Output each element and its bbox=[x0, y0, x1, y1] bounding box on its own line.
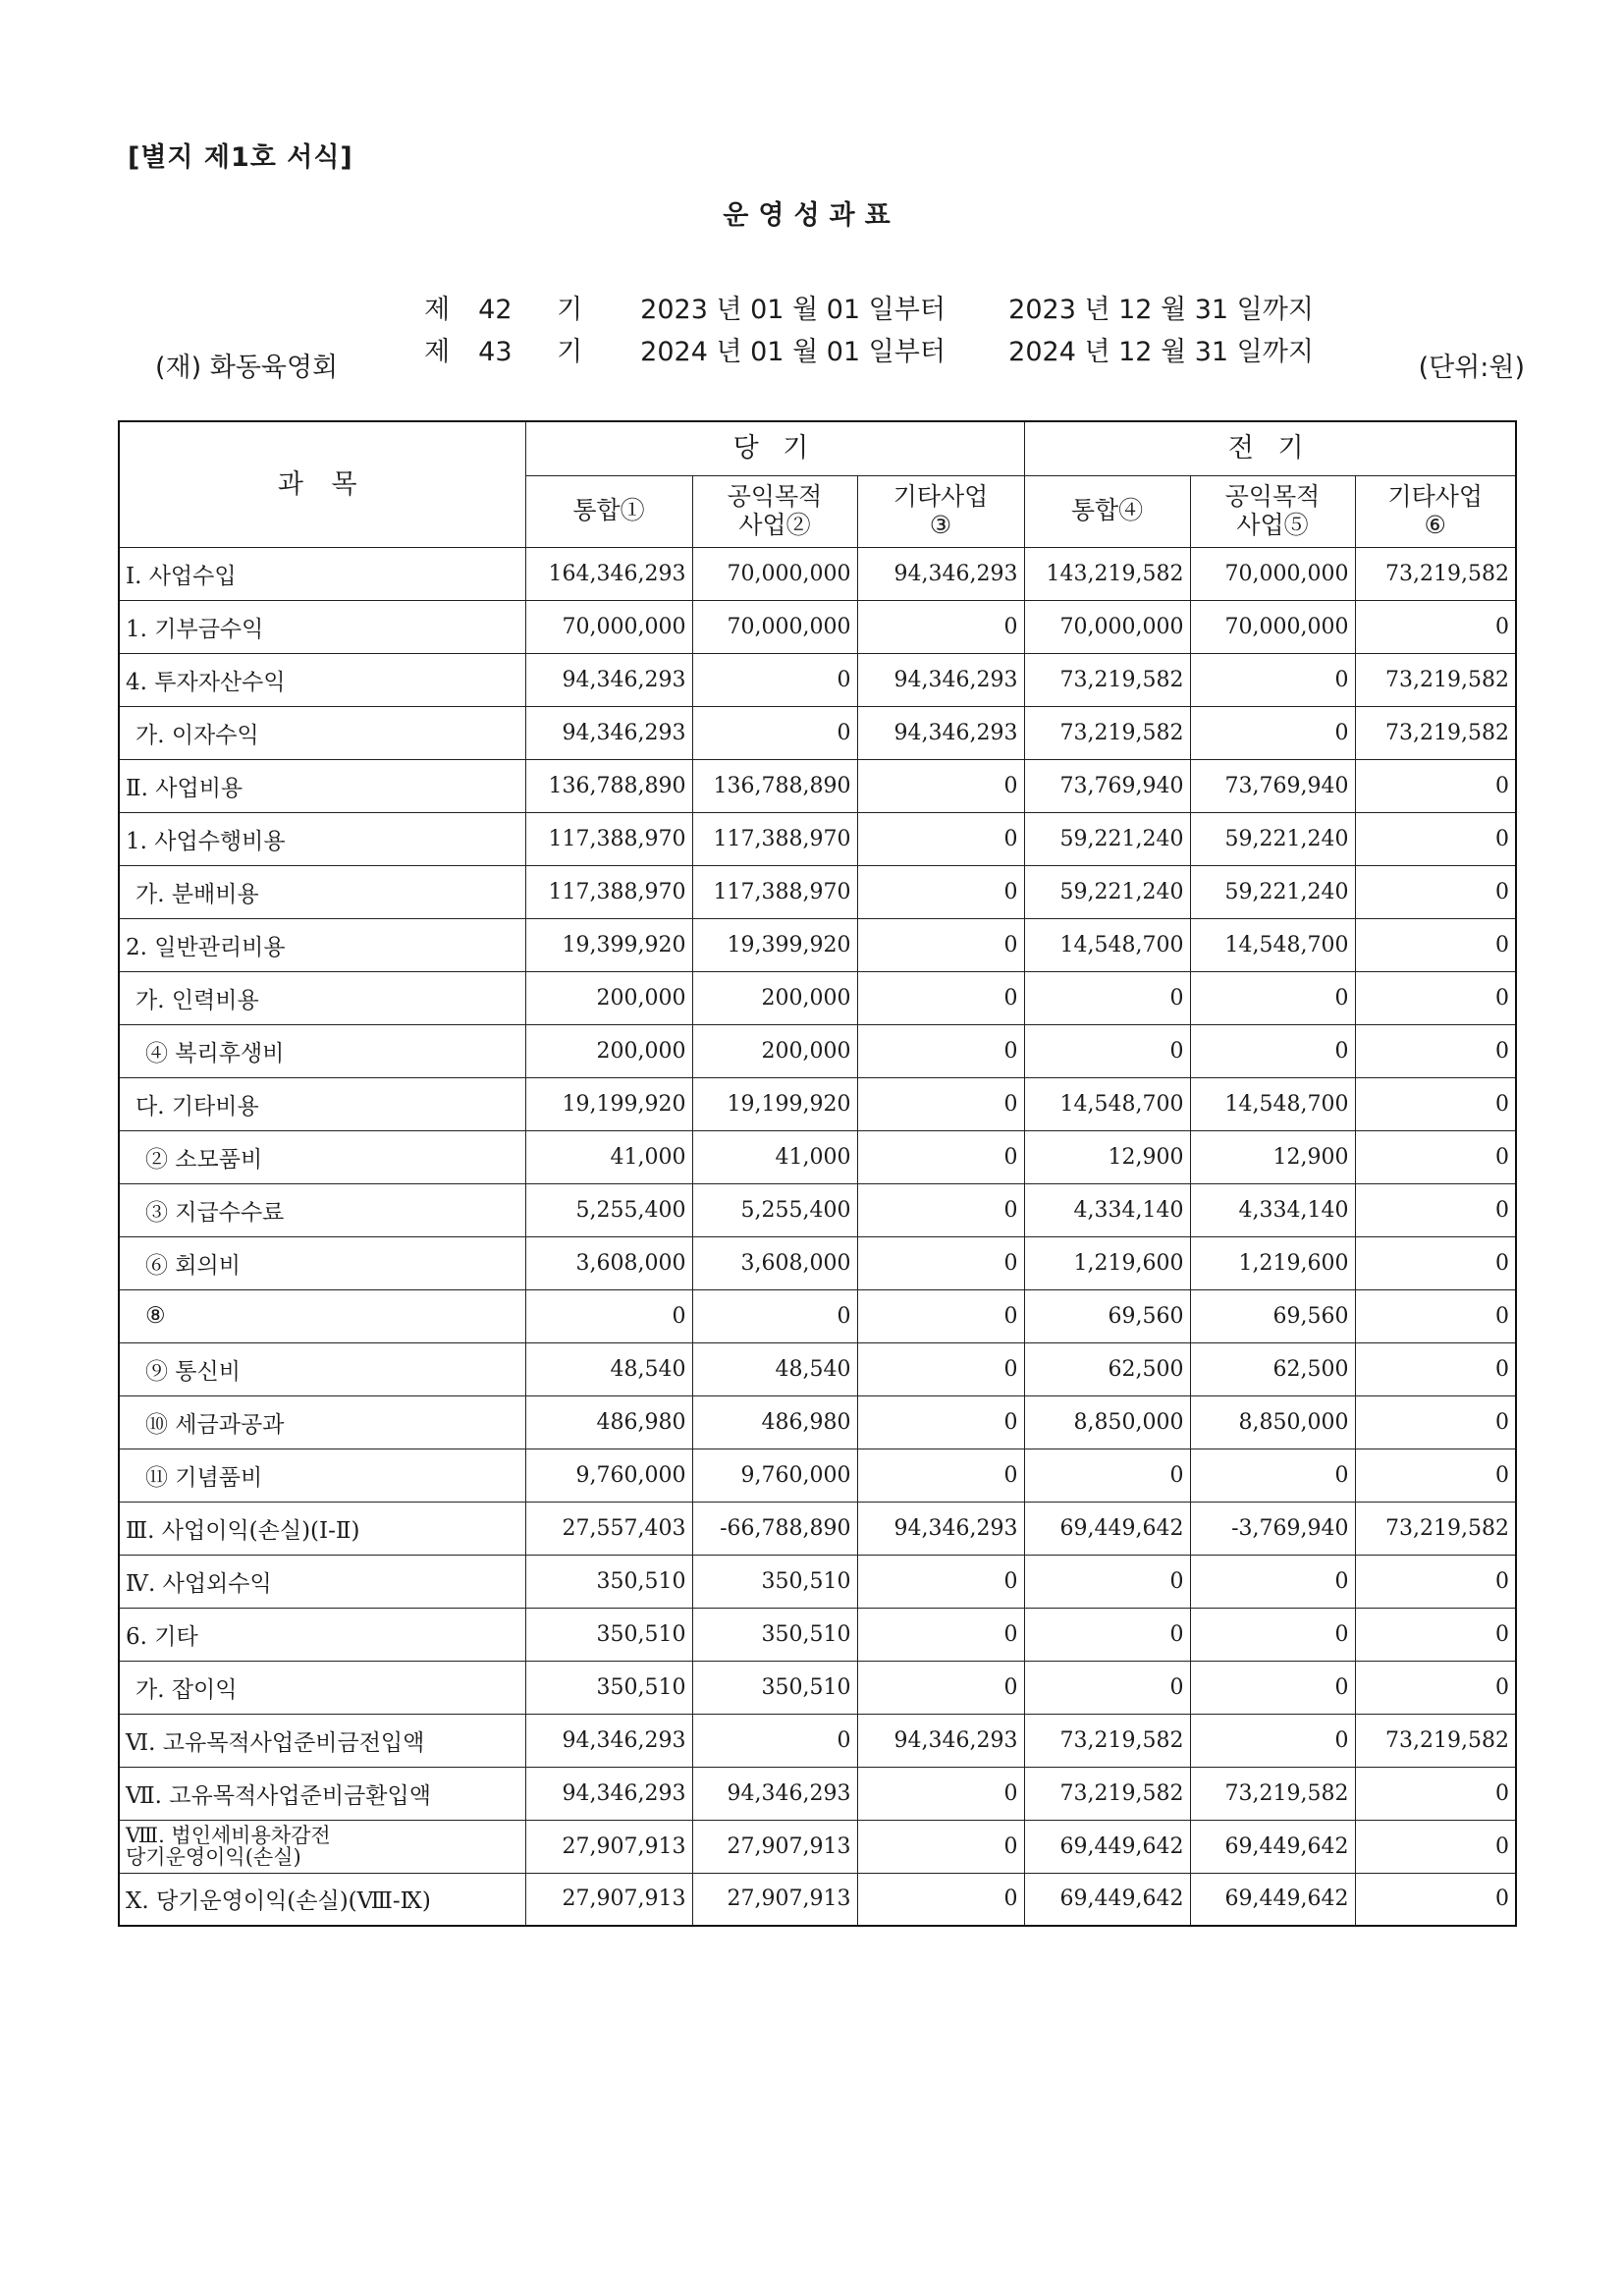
row-value: 0 bbox=[1190, 1555, 1355, 1608]
row-value: 69,449,642 bbox=[1190, 1873, 1355, 1926]
row-value: 70,000,000 bbox=[692, 547, 857, 600]
header-row-groups bbox=[119, 421, 1516, 475]
row-value: 70,000,000 bbox=[1190, 600, 1355, 653]
row-value: 0 bbox=[1355, 971, 1516, 1024]
row-subject: 6. 기타 bbox=[119, 1608, 525, 1661]
row-subject: 가. 인력비용 bbox=[119, 971, 525, 1024]
row-value: 73,219,582 bbox=[1024, 1714, 1190, 1767]
row-value: 73,219,582 bbox=[1355, 706, 1516, 759]
row-value: 0 bbox=[1355, 759, 1516, 812]
row-subject: ⑪ 기념품비 bbox=[119, 1449, 525, 1502]
row-value: 0 bbox=[692, 653, 857, 706]
row-value: 0 bbox=[857, 1342, 1024, 1395]
row-value: 70,000,000 bbox=[692, 600, 857, 653]
row-value: 94,346,293 bbox=[525, 1767, 692, 1820]
row-value: 94,346,293 bbox=[857, 1502, 1024, 1555]
table-row bbox=[119, 971, 1516, 1024]
row-value: -3,769,940 bbox=[1190, 1502, 1355, 1555]
row-value: 70,000,000 bbox=[525, 600, 692, 653]
row-value: 59,221,240 bbox=[1190, 865, 1355, 918]
period-from: 2024 년 01 월 01 일부터 bbox=[640, 337, 946, 367]
column-header: 기타사업 ③ bbox=[857, 475, 1024, 547]
row-value: 0 bbox=[1190, 1024, 1355, 1077]
row-value: 0 bbox=[1190, 706, 1355, 759]
table-row bbox=[119, 1608, 1516, 1661]
table-row bbox=[119, 812, 1516, 865]
row-subject: 2. 일반관리비용 bbox=[119, 918, 525, 971]
row-value: 14,548,700 bbox=[1190, 918, 1355, 971]
period-number: 42 bbox=[478, 295, 513, 325]
row-value: 27,907,913 bbox=[692, 1873, 857, 1926]
row-value: 200,000 bbox=[692, 1024, 857, 1077]
row-value: 0 bbox=[1355, 1449, 1516, 1502]
row-value: 143,219,582 bbox=[1024, 547, 1190, 600]
row-subject: ⑩ 세금과공과 bbox=[119, 1395, 525, 1449]
row-value: 0 bbox=[1024, 1555, 1190, 1608]
row-value: 117,388,970 bbox=[692, 865, 857, 918]
row-value: 0 bbox=[1355, 1555, 1516, 1608]
row-value: 27,907,913 bbox=[525, 1820, 692, 1873]
row-value: 0 bbox=[1024, 1608, 1190, 1661]
row-value: 0 bbox=[857, 1130, 1024, 1183]
row-value: 73,219,582 bbox=[1355, 1502, 1516, 1555]
row-subject: 다. 기타비용 bbox=[119, 1077, 525, 1130]
table-row bbox=[119, 1502, 1516, 1555]
row-value: 62,500 bbox=[1190, 1342, 1355, 1395]
row-value: 0 bbox=[1024, 1449, 1190, 1502]
row-value: 12,900 bbox=[1190, 1130, 1355, 1183]
row-value: 14,548,700 bbox=[1024, 918, 1190, 971]
row-subject: Ⅰ. 사업수입 bbox=[119, 547, 525, 600]
row-value: 73,219,582 bbox=[1355, 1714, 1516, 1767]
row-subject: Ⅲ. 사업이익(손실)(Ⅰ-Ⅱ) bbox=[119, 1502, 525, 1555]
row-value: 73,219,582 bbox=[1024, 706, 1190, 759]
row-value: 0 bbox=[1355, 1024, 1516, 1077]
row-value: 0 bbox=[692, 1289, 857, 1342]
column-header: 기타사업 ⑥ bbox=[1355, 475, 1516, 547]
table-body bbox=[119, 547, 1516, 1926]
row-value: 0 bbox=[857, 1183, 1024, 1236]
table-row bbox=[119, 1820, 1516, 1873]
row-value: 0 bbox=[1355, 1077, 1516, 1130]
row-value: 0 bbox=[857, 1024, 1024, 1077]
row-value: 73,769,940 bbox=[1024, 759, 1190, 812]
row-value: 0 bbox=[1355, 1183, 1516, 1236]
form-title: [별지 제1호 서식] bbox=[128, 142, 353, 173]
row-value: 70,000,000 bbox=[1024, 600, 1190, 653]
row-value: 69,449,642 bbox=[1190, 1820, 1355, 1873]
subject-header: 과 목 bbox=[119, 421, 525, 547]
row-value: 0 bbox=[1190, 1449, 1355, 1502]
row-value: 94,346,293 bbox=[857, 547, 1024, 600]
period-number: 43 bbox=[478, 337, 513, 367]
row-value: 73,219,582 bbox=[1190, 1767, 1355, 1820]
prior-period-header: 전 기 bbox=[1024, 421, 1516, 475]
table-row bbox=[119, 759, 1516, 812]
row-value: 0 bbox=[857, 1555, 1024, 1608]
period-label: 제 bbox=[424, 337, 451, 367]
row-value: 0 bbox=[1355, 1342, 1516, 1395]
row-value: 94,346,293 bbox=[857, 706, 1024, 759]
period-line-2 bbox=[407, 300, 1314, 368]
row-value: 70,000,000 bbox=[1190, 547, 1355, 600]
table-row bbox=[119, 1767, 1516, 1820]
row-value: 0 bbox=[857, 1077, 1024, 1130]
row-value: 4,334,140 bbox=[1024, 1183, 1190, 1236]
table-row bbox=[119, 600, 1516, 653]
row-value: 59,221,240 bbox=[1024, 812, 1190, 865]
row-value: 0 bbox=[857, 918, 1024, 971]
row-value: 0 bbox=[1024, 1661, 1190, 1714]
row-subject: ② 소모품비 bbox=[119, 1130, 525, 1183]
column-header: 공익목적 사업⑤ bbox=[1190, 475, 1355, 547]
row-value: 0 bbox=[1355, 1289, 1516, 1342]
row-value: 94,346,293 bbox=[692, 1767, 857, 1820]
row-value: 14,548,700 bbox=[1024, 1077, 1190, 1130]
row-value: 0 bbox=[857, 971, 1024, 1024]
row-value: 0 bbox=[857, 1873, 1024, 1926]
row-value: 1,219,600 bbox=[1190, 1236, 1355, 1289]
period-gi: 기 bbox=[557, 295, 583, 325]
table-row bbox=[119, 1183, 1516, 1236]
row-value: 0 bbox=[692, 1714, 857, 1767]
row-subject: 1. 사업수행비용 bbox=[119, 812, 525, 865]
row-value: 3,608,000 bbox=[692, 1236, 857, 1289]
organization-name: (재) 화동육영회 bbox=[155, 353, 339, 383]
row-value: 41,000 bbox=[525, 1130, 692, 1183]
row-value: -66,788,890 bbox=[692, 1502, 857, 1555]
column-header: 공익목적 사업② bbox=[692, 475, 857, 547]
row-value: 19,399,920 bbox=[692, 918, 857, 971]
row-value: 5,255,400 bbox=[525, 1183, 692, 1236]
row-value: 164,346,293 bbox=[525, 547, 692, 600]
row-subject: ⑥ 회의비 bbox=[119, 1236, 525, 1289]
row-value: 0 bbox=[857, 1289, 1024, 1342]
period-to: 2024 년 12 월 31 일까지 bbox=[1008, 337, 1314, 367]
row-value: 19,399,920 bbox=[525, 918, 692, 971]
row-value: 350,510 bbox=[525, 1608, 692, 1661]
row-value: 9,760,000 bbox=[525, 1449, 692, 1502]
row-value: 9,760,000 bbox=[692, 1449, 857, 1502]
row-value: 136,788,890 bbox=[692, 759, 857, 812]
row-value: 0 bbox=[1355, 865, 1516, 918]
row-value: 0 bbox=[857, 812, 1024, 865]
row-subject: 가. 이자수익 bbox=[119, 706, 525, 759]
table-row bbox=[119, 1873, 1516, 1926]
row-value: 59,221,240 bbox=[1024, 865, 1190, 918]
row-value: 0 bbox=[1024, 1024, 1190, 1077]
row-value: 19,199,920 bbox=[692, 1077, 857, 1130]
row-value: 350,510 bbox=[525, 1555, 692, 1608]
row-value: 0 bbox=[1355, 812, 1516, 865]
unit-label: (단위:원) bbox=[1418, 353, 1525, 383]
row-value: 0 bbox=[857, 600, 1024, 653]
row-value: 69,560 bbox=[1190, 1289, 1355, 1342]
table-row bbox=[119, 918, 1516, 971]
row-value: 27,557,403 bbox=[525, 1502, 692, 1555]
row-subject: Ⅷ. 법인세비용차감전 당기운영이익(손실) bbox=[119, 1820, 525, 1873]
row-value: 117,388,970 bbox=[525, 865, 692, 918]
row-value: 0 bbox=[857, 865, 1024, 918]
table-row bbox=[119, 1395, 1516, 1449]
table-row bbox=[119, 1024, 1516, 1077]
row-value: 4,334,140 bbox=[1190, 1183, 1355, 1236]
row-value: 14,548,700 bbox=[1190, 1077, 1355, 1130]
table-row bbox=[119, 1555, 1516, 1608]
row-value: 94,346,293 bbox=[857, 1714, 1024, 1767]
operating-results-table bbox=[118, 420, 1517, 1927]
row-value: 3,608,000 bbox=[525, 1236, 692, 1289]
table-row bbox=[119, 1661, 1516, 1714]
table-row bbox=[119, 653, 1516, 706]
row-value: 94,346,293 bbox=[525, 1714, 692, 1767]
row-subject: Ⅳ. 사업외수익 bbox=[119, 1555, 525, 1608]
row-value: 350,510 bbox=[692, 1555, 857, 1608]
row-value: 94,346,293 bbox=[525, 653, 692, 706]
row-value: 59,221,240 bbox=[1190, 812, 1355, 865]
row-value: 0 bbox=[857, 1236, 1024, 1289]
row-value: 0 bbox=[1355, 600, 1516, 653]
row-value: 200,000 bbox=[525, 971, 692, 1024]
row-value: 0 bbox=[857, 1820, 1024, 1873]
row-value: 486,980 bbox=[525, 1395, 692, 1449]
row-value: 27,907,913 bbox=[525, 1873, 692, 1926]
row-value: 0 bbox=[692, 706, 857, 759]
row-value: 73,219,582 bbox=[1024, 1767, 1190, 1820]
row-subject: 4. 투자자산수익 bbox=[119, 653, 525, 706]
row-value: 0 bbox=[1355, 1767, 1516, 1820]
row-value: 0 bbox=[857, 1395, 1024, 1449]
row-value: 0 bbox=[1190, 971, 1355, 1024]
column-header: 통합④ bbox=[1024, 475, 1190, 547]
row-value: 19,199,920 bbox=[525, 1077, 692, 1130]
table-row bbox=[119, 1130, 1516, 1183]
row-value: 41,000 bbox=[692, 1130, 857, 1183]
row-value: 0 bbox=[857, 1661, 1024, 1714]
row-value: 8,850,000 bbox=[1024, 1395, 1190, 1449]
row-value: 0 bbox=[1355, 1820, 1516, 1873]
table-row bbox=[119, 706, 1516, 759]
row-value: 94,346,293 bbox=[857, 653, 1024, 706]
table-row bbox=[119, 1289, 1516, 1342]
row-value: 0 bbox=[1355, 1395, 1516, 1449]
row-value: 12,900 bbox=[1024, 1130, 1190, 1183]
row-subject: Ⅹ. 당기운영이익(손실)(Ⅷ-Ⅸ) bbox=[119, 1873, 525, 1926]
row-value: 5,255,400 bbox=[692, 1183, 857, 1236]
row-subject: Ⅱ. 사업비용 bbox=[119, 759, 525, 812]
row-value: 0 bbox=[857, 759, 1024, 812]
table-row bbox=[119, 865, 1516, 918]
row-value: 69,560 bbox=[1024, 1289, 1190, 1342]
table-row bbox=[119, 1236, 1516, 1289]
row-value: 48,540 bbox=[525, 1342, 692, 1395]
table-row bbox=[119, 1342, 1516, 1395]
row-value: 94,346,293 bbox=[525, 706, 692, 759]
row-subject: ③ 지급수수료 bbox=[119, 1183, 525, 1236]
row-value: 73,219,582 bbox=[1024, 653, 1190, 706]
period-gi: 기 bbox=[557, 337, 583, 367]
period-to: 2023 년 12 월 31 일까지 bbox=[1008, 295, 1314, 325]
period-label: 제 bbox=[424, 295, 451, 325]
row-value: 350,510 bbox=[692, 1608, 857, 1661]
current-period-header: 당 기 bbox=[525, 421, 1024, 475]
row-value: 0 bbox=[1355, 1130, 1516, 1183]
row-value: 0 bbox=[1190, 1661, 1355, 1714]
row-value: 73,769,940 bbox=[1190, 759, 1355, 812]
row-subject: Ⅶ. 고유목적사업준비금환입액 bbox=[119, 1767, 525, 1820]
row-value: 69,449,642 bbox=[1024, 1502, 1190, 1555]
table-row bbox=[119, 1714, 1516, 1767]
row-value: 350,510 bbox=[525, 1661, 692, 1714]
row-value: 486,980 bbox=[692, 1395, 857, 1449]
row-value: 0 bbox=[1024, 971, 1190, 1024]
row-value: 48,540 bbox=[692, 1342, 857, 1395]
row-value: 0 bbox=[1355, 1873, 1516, 1926]
row-value: 0 bbox=[1190, 653, 1355, 706]
row-value: 136,788,890 bbox=[525, 759, 692, 812]
row-value: 117,388,970 bbox=[692, 812, 857, 865]
row-value: 0 bbox=[857, 1608, 1024, 1661]
row-value: 69,449,642 bbox=[1024, 1873, 1190, 1926]
period-from: 2023 년 01 월 01 일부터 bbox=[640, 295, 946, 325]
row-value: 0 bbox=[857, 1449, 1024, 1502]
row-value: 0 bbox=[525, 1289, 692, 1342]
row-subject: ⑧ bbox=[119, 1289, 525, 1342]
row-value: 69,449,642 bbox=[1024, 1820, 1190, 1873]
row-subject: ⑨ 통신비 bbox=[119, 1342, 525, 1395]
table-row bbox=[119, 547, 1516, 600]
row-value: 62,500 bbox=[1024, 1342, 1190, 1395]
row-subject: 가. 잡이익 bbox=[119, 1661, 525, 1714]
row-subject: 가. 분배비용 bbox=[119, 865, 525, 918]
table-row bbox=[119, 1449, 1516, 1502]
row-value: 200,000 bbox=[525, 1024, 692, 1077]
row-value: 0 bbox=[1355, 1661, 1516, 1714]
row-value: 0 bbox=[1190, 1608, 1355, 1661]
row-value: 0 bbox=[857, 1767, 1024, 1820]
row-value: 117,388,970 bbox=[525, 812, 692, 865]
row-value: 73,219,582 bbox=[1355, 653, 1516, 706]
row-value: 0 bbox=[1355, 1236, 1516, 1289]
row-value: 0 bbox=[1355, 918, 1516, 971]
row-value: 200,000 bbox=[692, 971, 857, 1024]
row-subject: 1. 기부금수익 bbox=[119, 600, 525, 653]
row-value: 27,907,913 bbox=[692, 1820, 857, 1873]
row-subject: ④ 복리후생비 bbox=[119, 1024, 525, 1077]
column-header: 통합① bbox=[525, 475, 692, 547]
table-row bbox=[119, 1077, 1516, 1130]
row-value: 0 bbox=[1190, 1714, 1355, 1767]
row-value: 1,219,600 bbox=[1024, 1236, 1190, 1289]
row-value: 73,219,582 bbox=[1355, 547, 1516, 600]
row-value: 8,850,000 bbox=[1190, 1395, 1355, 1449]
row-value: 0 bbox=[1355, 1608, 1516, 1661]
row-subject: Ⅵ. 고유목적사업준비금전입액 bbox=[119, 1714, 525, 1767]
row-value: 350,510 bbox=[692, 1661, 857, 1714]
document-title: 운영성과표 bbox=[723, 200, 900, 231]
